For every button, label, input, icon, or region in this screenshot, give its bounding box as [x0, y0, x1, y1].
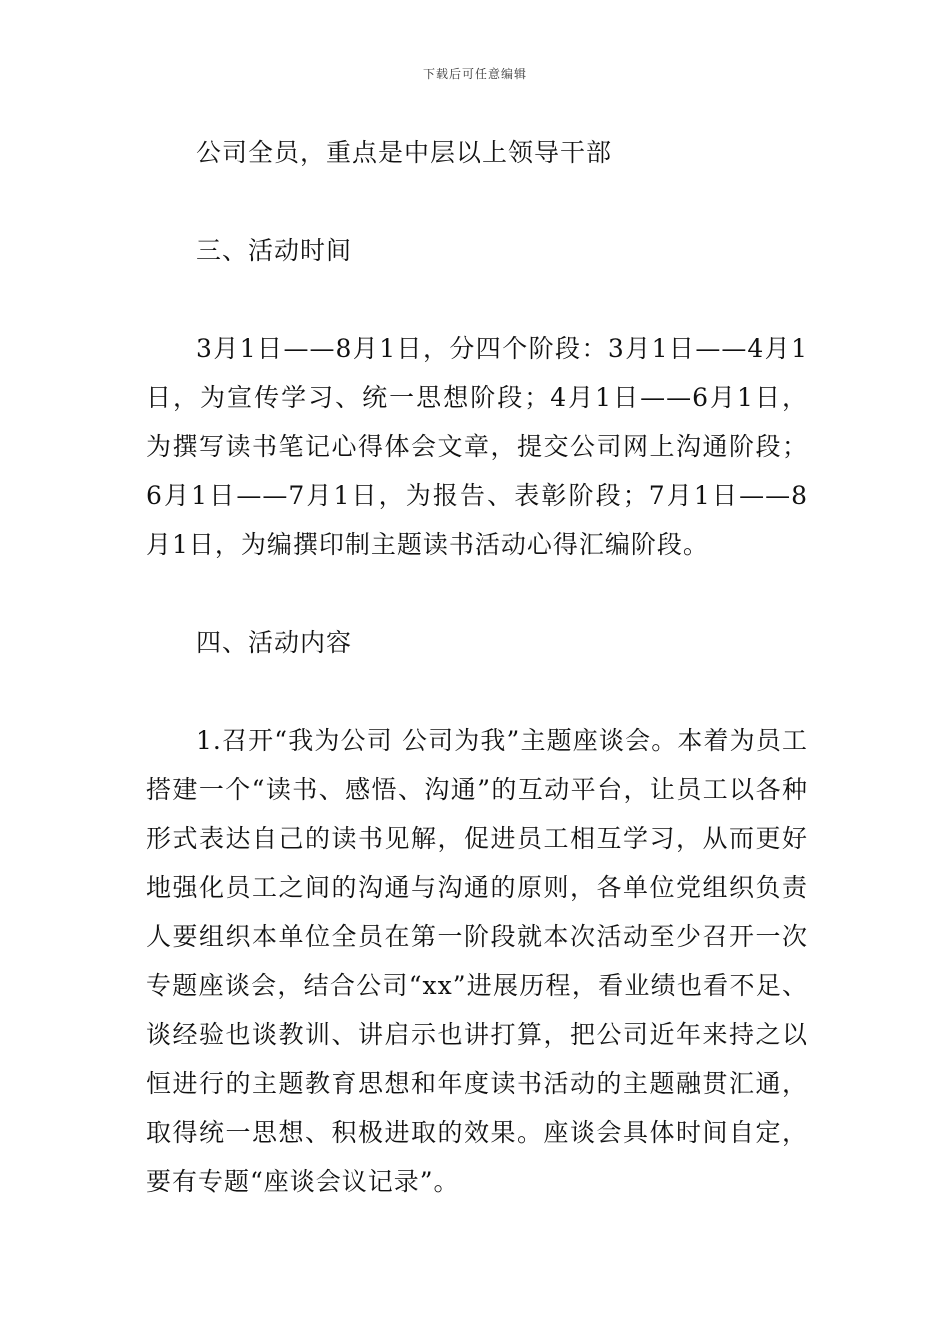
paragraph-gap [146, 275, 808, 324]
paragraph-scope: 公司全员，重点是中层以上领导干部 [196, 138, 613, 167]
paragraph-symposium: 1.召开“我为公司 公司为我”主题座谈会。本着为员工搭建一个“读书、感悟、沟通”的互动平台，让员工以各种形式表达自己的读书见解，促进员工相互学习，从而更好地强化员工之间的沟通与沟通的原则，各单位党组织负责人要组织本单位全员在第一阶段就本次活动至少召开一次专题座谈会，结合公司“xx”进展历程，看业绩也看不足、谈经验也谈教训、讲启示也讲打算，把公司近年来持之以恒进行的主题教育思想和年度读书活动的主题融贯汇通，取得统一思想、积极进取的效果。座谈会具体时间自定，要有专题“座谈会议记录”。 [146, 726, 808, 1196]
section-heading-time: 三、活动时间 [196, 236, 353, 265]
paragraph-gap [146, 177, 808, 226]
paragraph-gap [146, 667, 808, 716]
paragraph-schedule: 3月1日——8月1日，分四个阶段：3月1日——4月1日，为宣传学习、统一思想阶段；4月1日——6月1日，为撰写读书笔记心得体会文章，提交公司网上沟通阶段；6月1日——7月1日，为报告、表彰阶段；7月1日——8月1日，为编撰印制主题读书活动心得汇编阶段。 [146, 334, 808, 559]
section-heading-content: 四、活动内容 [196, 628, 353, 657]
header-note: 下载后可任意编辑 [422, 67, 527, 81]
document-body [146, 128, 808, 1206]
paragraph-gap [146, 569, 808, 618]
